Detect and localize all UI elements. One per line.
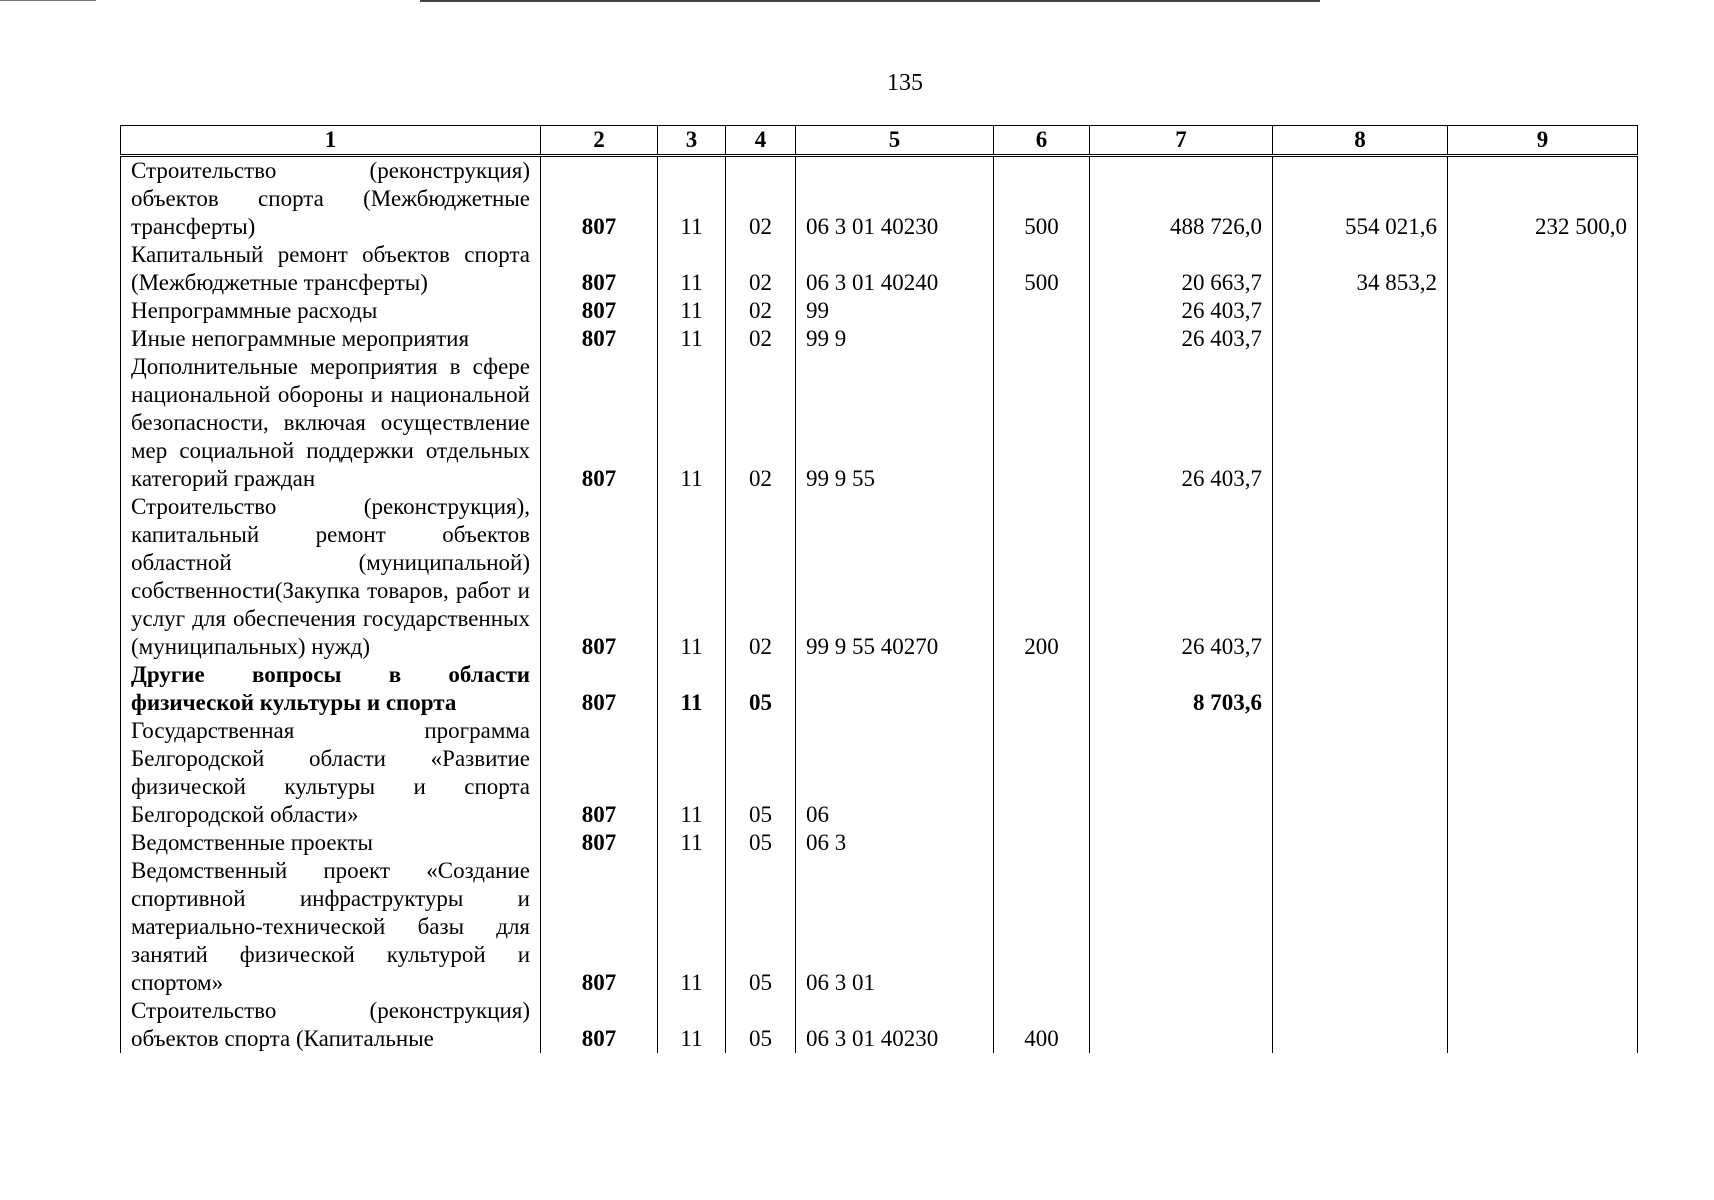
row-section: 11 xyxy=(658,241,726,297)
row-subsection: 02 xyxy=(726,493,796,661)
row-amount-col8: 34 853,2 xyxy=(1273,241,1448,297)
row-section: 11 xyxy=(658,661,726,717)
column-header-3: 3 xyxy=(658,126,726,156)
scan-edge-line xyxy=(420,0,1320,2)
row-target-article: 99 9 55 40270 xyxy=(796,493,994,661)
row-target-article: 06 3 01 xyxy=(796,857,994,997)
row-subsection: 02 xyxy=(726,353,796,493)
row-name: Строительство (реконструкция), капитальный ремонт объектов областной (муниципальной) собственности(Закупка товаров, работ и услуг для обеспечения государственных (муниципальных) нужд) xyxy=(121,493,541,661)
row-section: 11 xyxy=(658,156,726,242)
row-amount-col9 xyxy=(1448,297,1638,325)
row-amount-col9 xyxy=(1448,829,1638,857)
table-row xyxy=(121,353,1638,493)
column-header-8: 8 xyxy=(1273,126,1448,156)
row-amount-col8: 554 021,6 xyxy=(1273,156,1448,242)
row-amount-col9 xyxy=(1448,661,1638,717)
column-header-4: 4 xyxy=(726,126,796,156)
row-section: 11 xyxy=(658,493,726,661)
row-gbs-code: 807 xyxy=(541,353,658,493)
row-amount-col7 xyxy=(1090,997,1273,1053)
row-expense-type xyxy=(994,717,1090,829)
row-name: Капитальный ремонт объектов спорта (Межбюджетные трансферты) xyxy=(121,241,541,297)
row-amount-col8 xyxy=(1273,857,1448,997)
row-expense-type xyxy=(994,829,1090,857)
row-target-article: 99 9 55 xyxy=(796,353,994,493)
table-row xyxy=(121,857,1638,997)
row-target-article: 06 3 01 40230 xyxy=(796,156,994,242)
row-target-article: 99 xyxy=(796,297,994,325)
row-amount-col7: 26 403,7 xyxy=(1090,353,1273,493)
row-amount-col8 xyxy=(1273,829,1448,857)
column-header-9: 9 xyxy=(1448,126,1638,156)
row-name: Строительство (реконструкция) объектов спорта (Межбюджетные трансферты) xyxy=(121,156,541,242)
column-header-2: 2 xyxy=(541,126,658,156)
row-name: Иные непограммные мероприятия xyxy=(121,325,541,353)
row-expense-type: 200 xyxy=(994,493,1090,661)
row-expense-type: 500 xyxy=(994,156,1090,242)
row-subsection: 02 xyxy=(726,297,796,325)
row-amount-col9 xyxy=(1448,717,1638,829)
row-amount-col9 xyxy=(1448,997,1638,1053)
row-section: 11 xyxy=(658,857,726,997)
row-amount-col7: 26 403,7 xyxy=(1090,493,1273,661)
row-section: 11 xyxy=(658,353,726,493)
row-amount-col7 xyxy=(1090,829,1273,857)
row-subsection: 02 xyxy=(726,156,796,242)
row-name: Строительство (реконструкция) объектов спорта (Капитальные xyxy=(121,997,541,1053)
row-amount-col8 xyxy=(1273,325,1448,353)
row-amount-col8 xyxy=(1273,493,1448,661)
row-amount-col7 xyxy=(1090,857,1273,997)
row-gbs-code: 807 xyxy=(541,156,658,242)
row-target-article: 06 3 01 40240 xyxy=(796,241,994,297)
row-amount-col7: 20 663,7 xyxy=(1090,241,1273,297)
table-row xyxy=(121,997,1638,1053)
column-header-1: 1 xyxy=(121,126,541,156)
row-subsection: 05 xyxy=(726,857,796,997)
row-section: 11 xyxy=(658,297,726,325)
row-gbs-code: 807 xyxy=(541,829,658,857)
row-gbs-code: 807 xyxy=(541,241,658,297)
page-number: 135 xyxy=(887,70,923,96)
table-row xyxy=(121,493,1638,661)
row-name: Ведомственные проекты xyxy=(121,829,541,857)
row-amount-col8 xyxy=(1273,997,1448,1053)
row-section: 11 xyxy=(658,997,726,1053)
row-section: 11 xyxy=(658,325,726,353)
table-row xyxy=(121,241,1638,297)
row-target-article: 06 3 xyxy=(796,829,994,857)
row-amount-col8 xyxy=(1273,297,1448,325)
row-target-article: 06 3 01 40230 xyxy=(796,997,994,1053)
table-row xyxy=(121,717,1638,829)
row-name: Государственная программа Белгородской области «Развитие физической культуры и спорта Белгородской области» xyxy=(121,717,541,829)
row-name: Другие вопросы в области физической культуры и спорта xyxy=(121,661,541,717)
row-amount-col9 xyxy=(1448,353,1638,493)
table-row xyxy=(121,325,1638,353)
row-gbs-code: 807 xyxy=(541,661,658,717)
table-row xyxy=(121,156,1638,242)
row-target-article: 06 xyxy=(796,717,994,829)
table-body xyxy=(121,156,1638,1054)
row-section: 11 xyxy=(658,829,726,857)
budget-table xyxy=(120,125,1638,1053)
row-amount-col9 xyxy=(1448,857,1638,997)
row-expense-type xyxy=(994,857,1090,997)
row-amount-col9 xyxy=(1448,493,1638,661)
row-name: Непрограммные расходы xyxy=(121,297,541,325)
row-amount-col7: 26 403,7 xyxy=(1090,325,1273,353)
row-gbs-code: 807 xyxy=(541,717,658,829)
scan-edge-line xyxy=(0,0,96,1)
row-expense-type xyxy=(994,661,1090,717)
row-subsection: 05 xyxy=(726,997,796,1053)
row-name: Ведомственный проект «Создание спортивной инфраструктуры и материально-технической базы для занятий физической культурой и спортом» xyxy=(121,857,541,997)
row-subsection: 05 xyxy=(726,661,796,717)
header-row xyxy=(121,126,1638,156)
column-header-6: 6 xyxy=(994,126,1090,156)
row-amount-col8 xyxy=(1273,661,1448,717)
row-amount-col9: 232 500,0 xyxy=(1448,156,1638,242)
row-subsection: 02 xyxy=(726,241,796,297)
row-amount-col8 xyxy=(1273,353,1448,493)
column-header-5: 5 xyxy=(796,126,994,156)
row-expense-type: 500 xyxy=(994,241,1090,297)
column-header-7: 7 xyxy=(1090,126,1273,156)
row-subsection: 05 xyxy=(726,717,796,829)
row-expense-type xyxy=(994,297,1090,325)
row-amount-col7: 8 703,6 xyxy=(1090,661,1273,717)
row-gbs-code: 807 xyxy=(541,493,658,661)
row-target-article xyxy=(796,661,994,717)
row-expense-type: 400 xyxy=(994,997,1090,1053)
row-gbs-code: 807 xyxy=(541,857,658,997)
row-target-article: 99 9 xyxy=(796,325,994,353)
row-expense-type xyxy=(994,353,1090,493)
row-name: Дополнительные мероприятия в сфере национальной обороны и национальной безопасности, включая осуществление мер социальной поддержки отдельных категорий граждан xyxy=(121,353,541,493)
row-amount-col9 xyxy=(1448,241,1638,297)
row-gbs-code: 807 xyxy=(541,997,658,1053)
row-expense-type xyxy=(994,325,1090,353)
row-section: 11 xyxy=(658,717,726,829)
table-row xyxy=(121,297,1638,325)
table-row xyxy=(121,661,1638,717)
table-row xyxy=(121,829,1638,857)
row-amount-col7: 26 403,7 xyxy=(1090,297,1273,325)
row-subsection: 05 xyxy=(726,829,796,857)
row-subsection: 02 xyxy=(726,325,796,353)
row-amount-col7: 488 726,0 xyxy=(1090,156,1273,242)
row-gbs-code: 807 xyxy=(541,325,658,353)
row-amount-col9 xyxy=(1448,325,1638,353)
row-gbs-code: 807 xyxy=(541,297,658,325)
row-amount-col7 xyxy=(1090,717,1273,829)
row-amount-col8 xyxy=(1273,717,1448,829)
